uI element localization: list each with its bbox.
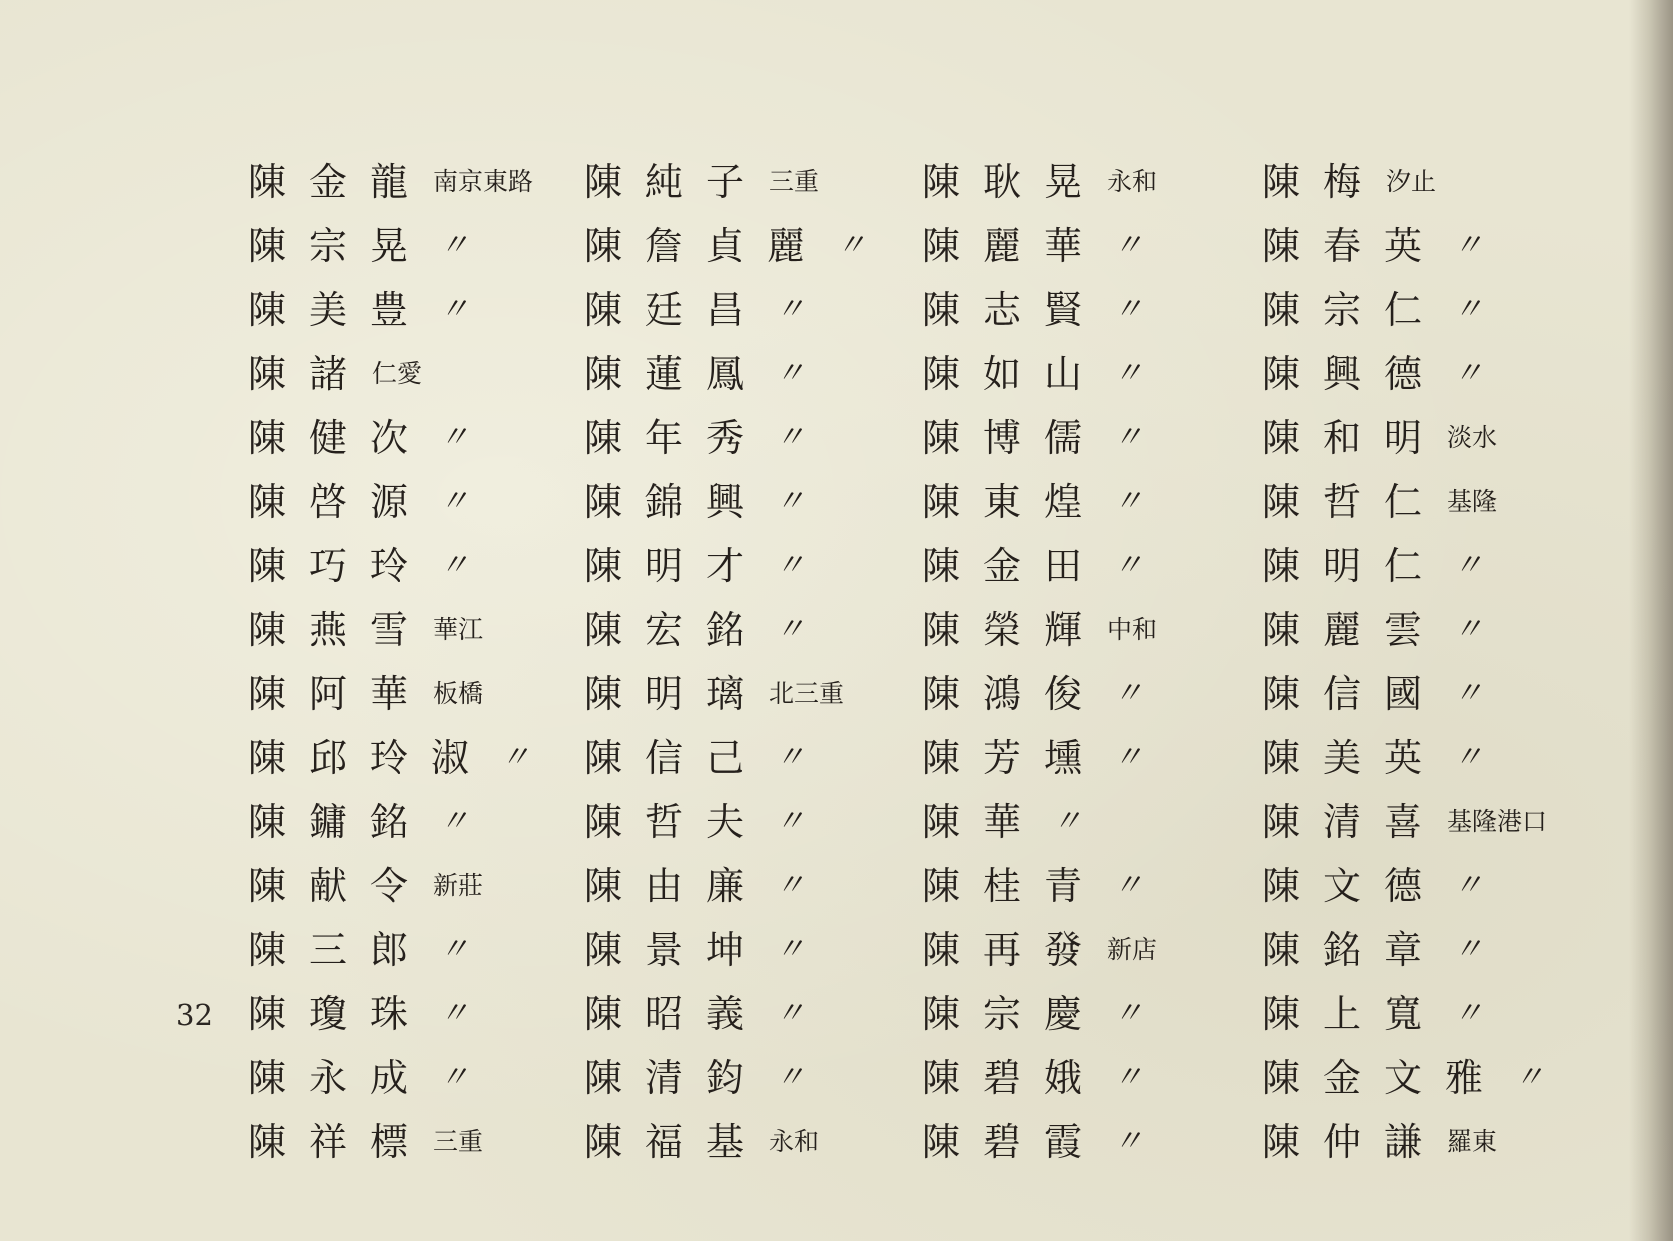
name-entry: [1262, 790, 1547, 854]
name-entry: [922, 342, 1157, 406]
person-name: 陳梅: [1262, 160, 1385, 204]
person-name: 陳麗華: [922, 224, 1106, 268]
name-entry: [1262, 470, 1547, 534]
person-name: 陳耿晃: [922, 160, 1106, 204]
name-entry: [248, 214, 533, 278]
ditto-mark: 〃: [439, 548, 470, 583]
ditto-mark: 〃: [439, 228, 470, 263]
ditto-mark: 〃: [1113, 420, 1144, 455]
name-column-1: [248, 150, 533, 1174]
name-entry: [584, 406, 866, 470]
name-entry: [1262, 598, 1547, 662]
name-entry: [922, 150, 1157, 214]
place-label: 板橋: [433, 679, 484, 708]
ditto-mark: 〃: [775, 548, 806, 583]
person-name: 陳碧霞: [922, 1120, 1106, 1164]
person-name: 陳宏銘: [584, 608, 768, 652]
person-name: 陳燕雪: [248, 608, 432, 652]
person-name: 陳文德: [1262, 864, 1446, 908]
ditto-mark: 〃: [775, 868, 806, 903]
place-label: 北三重: [769, 679, 845, 708]
person-name: 陳諸: [248, 352, 371, 396]
person-name: 陳美英: [1262, 736, 1446, 780]
name-entry: [1262, 278, 1547, 342]
ditto-mark: 〃: [439, 484, 470, 519]
ditto-mark: 〃: [1113, 1060, 1144, 1095]
name-entry: [922, 406, 1157, 470]
ditto-mark: 〃: [439, 932, 470, 967]
name-entry: [584, 1046, 866, 1110]
ditto-mark: 〃: [1453, 356, 1484, 391]
name-entry: [248, 790, 533, 854]
place-label: 新店: [1107, 935, 1158, 964]
person-name: 陳如山: [922, 352, 1106, 396]
person-name: 陳宗晃: [248, 224, 432, 268]
person-name: 陳明璃: [584, 672, 768, 716]
person-name: 陳宗慶: [922, 992, 1106, 1036]
person-name: 陳金龍: [248, 160, 432, 204]
name-entry: [1262, 342, 1547, 406]
ditto-mark: 〃: [1453, 932, 1484, 967]
place-label: 基隆港口: [1447, 807, 1548, 836]
person-name: 陳巧玲: [248, 544, 432, 588]
person-name: 陳景坤: [584, 928, 768, 972]
name-entry: [922, 790, 1157, 854]
name-entry: [922, 1110, 1157, 1174]
name-entry: [922, 214, 1157, 278]
name-entry: [248, 1046, 533, 1110]
name-entry: [248, 1110, 533, 1174]
name-entry: [922, 662, 1157, 726]
name-entry: [922, 854, 1157, 918]
person-name: 陳和明: [1262, 416, 1446, 460]
ditto-mark: 〃: [1113, 996, 1144, 1031]
ditto-mark: 〃: [1453, 228, 1484, 263]
name-entry: [248, 854, 533, 918]
person-name: 陳阿華: [248, 672, 432, 716]
person-name: 陳三郎: [248, 928, 432, 972]
name-entry: [584, 534, 866, 598]
name-entry: [922, 598, 1157, 662]
name-column-3: [922, 150, 1157, 1174]
place-label: 永和: [769, 1127, 820, 1156]
page-gutter-shadow: [1629, 0, 1673, 1241]
place-label: 三重: [433, 1127, 484, 1156]
name-entry: [584, 342, 866, 406]
name-entry: [1262, 982, 1547, 1046]
name-entry: [584, 214, 866, 278]
ditto-mark: 〃: [775, 292, 806, 327]
ditto-mark: 〃: [775, 420, 806, 455]
name-entry: [1262, 1046, 1547, 1110]
person-name: 陳啓源: [248, 480, 432, 524]
person-name: 陳錦興: [584, 480, 768, 524]
page-number: 32: [176, 998, 213, 1032]
name-entry: [584, 598, 866, 662]
person-name: 陳明才: [584, 544, 768, 588]
person-name: 陳清喜: [1262, 800, 1446, 844]
name-entry: [922, 470, 1157, 534]
name-entry: [248, 470, 533, 534]
ditto-mark: 〃: [1113, 356, 1144, 391]
name-entry: [1262, 1110, 1547, 1174]
person-name: 陳健次: [248, 416, 432, 460]
person-name: 陳哲夫: [584, 800, 768, 844]
ditto-mark: 〃: [775, 484, 806, 519]
person-name: 陳仲謙: [1262, 1120, 1446, 1164]
person-name: 陳哲仁: [1262, 480, 1446, 524]
person-name: 陳志賢: [922, 288, 1106, 332]
place-label: 三重: [769, 167, 820, 196]
person-name: 陳福基: [584, 1120, 768, 1164]
ditto-mark: 〃: [1453, 740, 1484, 775]
name-entry: [922, 982, 1157, 1046]
ditto-mark: 〃: [439, 996, 470, 1031]
person-name: 陳信己: [584, 736, 768, 780]
ditto-mark: 〃: [775, 932, 806, 967]
name-entry: [1262, 662, 1547, 726]
name-entry: [1262, 534, 1547, 598]
ditto-mark: 〃: [1113, 740, 1144, 775]
person-name: 陳春英: [1262, 224, 1446, 268]
person-name: 陳銘章: [1262, 928, 1446, 972]
person-name: 陳興德: [1262, 352, 1446, 396]
person-name: 陳桂青: [922, 864, 1106, 908]
name-entry: [922, 1046, 1157, 1110]
person-name: 陳瓊珠: [248, 992, 432, 1036]
person-name: 陳鴻俊: [922, 672, 1106, 716]
place-label: 淡水: [1447, 423, 1498, 452]
name-entry: [584, 790, 866, 854]
ditto-mark: 〃: [1113, 548, 1144, 583]
place-label: 基隆: [1447, 487, 1498, 516]
ditto-mark: 〃: [1453, 868, 1484, 903]
ditto-mark: 〃: [439, 1060, 470, 1095]
place-label: 仁愛: [372, 359, 423, 388]
person-name: 陳榮輝: [922, 608, 1106, 652]
person-name: 陳芳壎: [922, 736, 1106, 780]
person-name: 陳邱玲淑: [248, 736, 493, 780]
ditto-mark: 〃: [1453, 292, 1484, 327]
name-entry: [248, 150, 533, 214]
ditto-mark: 〃: [1113, 868, 1144, 903]
person-name: 陳由廉: [584, 864, 768, 908]
person-name: 陳信國: [1262, 672, 1446, 716]
name-entry: [248, 278, 533, 342]
ditto-mark: 〃: [1113, 292, 1144, 327]
name-entry: [584, 726, 866, 790]
ditto-mark: 〃: [775, 804, 806, 839]
person-name: 陳碧娥: [922, 1056, 1106, 1100]
name-entry: [1262, 726, 1547, 790]
ditto-mark: 〃: [1113, 676, 1144, 711]
person-name: 陳博儒: [922, 416, 1106, 460]
name-entry: [922, 534, 1157, 598]
place-label: 南京東路: [433, 167, 534, 196]
name-entry: [248, 598, 533, 662]
person-name: 陳宗仁: [1262, 288, 1446, 332]
name-entry: [922, 726, 1157, 790]
ditto-mark: 〃: [500, 740, 531, 775]
name-entry: [584, 1110, 866, 1174]
ditto-mark: 〃: [1453, 548, 1484, 583]
name-entry: [1262, 854, 1547, 918]
place-label: 汐止: [1386, 167, 1437, 196]
place-label: 羅東: [1447, 1127, 1498, 1156]
ditto-mark: 〃: [836, 228, 867, 263]
person-name: 陳再發: [922, 928, 1106, 972]
name-entry: [584, 918, 866, 982]
name-entry: [1262, 918, 1547, 982]
person-name: 陳蓮鳳: [584, 352, 768, 396]
ditto-mark: 〃: [1113, 228, 1144, 263]
person-name: 陳東煌: [922, 480, 1106, 524]
place-label: 華江: [433, 615, 484, 644]
name-entry: [248, 406, 533, 470]
ditto-mark: 〃: [775, 996, 806, 1031]
name-entry: [584, 470, 866, 534]
name-entry: [584, 150, 866, 214]
name-entry: [248, 918, 533, 982]
name-entry: [248, 534, 533, 598]
name-entry: [922, 278, 1157, 342]
person-name: 陳華: [922, 800, 1045, 844]
ditto-mark: 〃: [439, 804, 470, 839]
name-entry: [1262, 150, 1547, 214]
name-entry: [248, 726, 533, 790]
name-entry: [584, 854, 866, 918]
person-name: 陳献令: [248, 864, 432, 908]
ditto-mark: 〃: [439, 420, 470, 455]
name-entry: [584, 278, 866, 342]
person-name: 陳年秀: [584, 416, 768, 460]
place-label: 中和: [1107, 615, 1158, 644]
ditto-mark: 〃: [775, 612, 806, 647]
ditto-mark: 〃: [1453, 676, 1484, 711]
person-name: 陳明仁: [1262, 544, 1446, 588]
person-name: 陳鏞銘: [248, 800, 432, 844]
person-name: 陳祥標: [248, 1120, 432, 1164]
name-entry: [1262, 214, 1547, 278]
person-name: 陳昭義: [584, 992, 768, 1036]
ditto-mark: 〃: [775, 740, 806, 775]
person-name: 陳廷昌: [584, 288, 768, 332]
name-entry: [922, 918, 1157, 982]
name-entry: [248, 982, 533, 1046]
name-column-2: [584, 150, 866, 1174]
ditto-mark: 〃: [1113, 1124, 1144, 1159]
ditto-mark: 〃: [1453, 996, 1484, 1031]
person-name: 陳清鈞: [584, 1056, 768, 1100]
person-name: 陳永成: [248, 1056, 432, 1100]
ditto-mark: 〃: [1453, 612, 1484, 647]
ditto-mark: 〃: [1052, 804, 1083, 839]
person-name: 陳美豊: [248, 288, 432, 332]
ditto-mark: 〃: [775, 1060, 806, 1095]
ditto-mark: 〃: [775, 356, 806, 391]
person-name: 陳上寬: [1262, 992, 1446, 1036]
person-name: 陳金文雅: [1262, 1056, 1507, 1100]
person-name: 陳麗雲: [1262, 608, 1446, 652]
name-entry: [584, 662, 866, 726]
ditto-mark: 〃: [1514, 1060, 1545, 1095]
person-name: 陳金田: [922, 544, 1106, 588]
name-entry: [248, 662, 533, 726]
name-column-4: [1262, 150, 1547, 1174]
ditto-mark: 〃: [439, 292, 470, 327]
person-name: 陳純子: [584, 160, 768, 204]
name-entry: [584, 982, 866, 1046]
place-label: 永和: [1107, 167, 1158, 196]
place-label: 新莊: [433, 871, 484, 900]
name-entry: [1262, 406, 1547, 470]
person-name: 陳詹貞麗: [584, 224, 829, 268]
ditto-mark: 〃: [1113, 484, 1144, 519]
name-entry: [248, 342, 533, 406]
